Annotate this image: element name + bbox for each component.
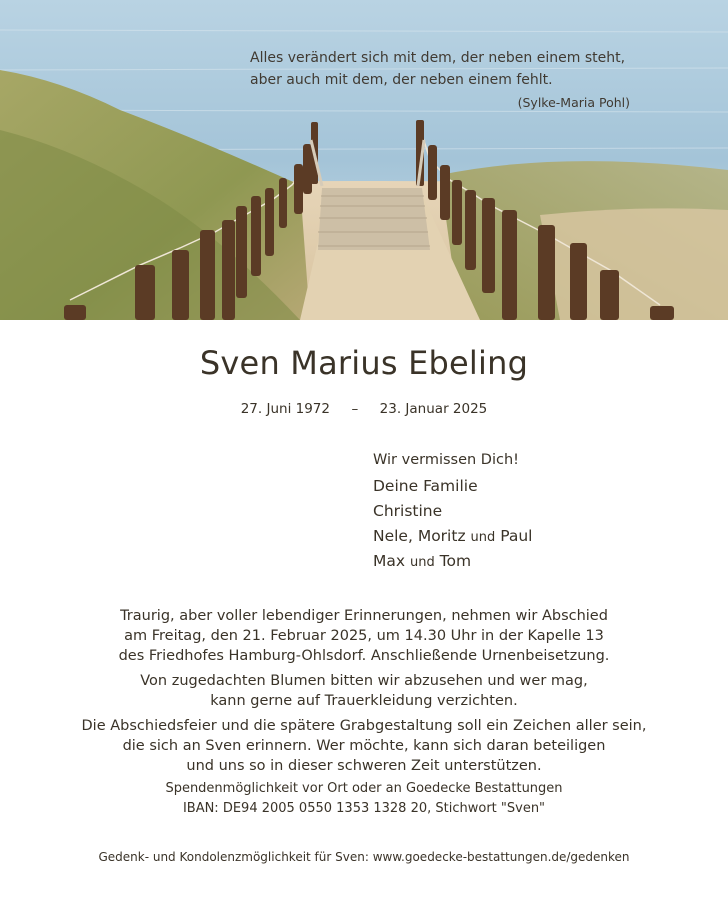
family-line-2: Christine [373, 502, 443, 520]
flowers-paragraph [40, 671, 688, 711]
family-names-a: Nele, Moritz [373, 527, 466, 545]
quote-author: (Sylke-Maria Pohl) [517, 95, 630, 110]
quote [250, 47, 670, 91]
farewell-line-1: Traurig, aber voller lebendiger Erinnerungen, nehmen wir Abschied [120, 608, 608, 624]
deceased-name: Sven Marius Ebeling [199, 344, 529, 382]
farewell-line-2: am Freitag, den 21. Februar 2025, um 14.30 Uhr in der Kapelle 13 [124, 628, 604, 644]
life-dates [0, 401, 728, 417]
donation-paragraph [40, 779, 688, 819]
family-und-1: und [470, 530, 496, 545]
death-date: 23. Januar 2025 [379, 401, 488, 417]
donation-line-2: IBAN: DE94 2005 0550 1353 1328 20, Stichwort "Sven" [182, 801, 546, 816]
flowers-line-2: kann gerne auf Trauerkleidung verzichten. [210, 693, 518, 709]
family-line-3 [373, 524, 693, 549]
ceremony-line-1: Die Abschiedsfeier und die spätere Grabgestaltung soll ein Zeichen aller sein, [81, 718, 647, 734]
family-intro: Wir vermissen Dich! [373, 452, 519, 468]
ceremony-paragraph [40, 716, 688, 776]
birth-date: 27. Juni 1972 [240, 401, 330, 417]
quote-line-1: Alles verändert sich mit dem, der neben einem steht, [250, 50, 626, 66]
farewell-line-3: des Friedhofes Hamburg-Ohlsdorf. Anschließende Urnenbeisetzung. [118, 648, 610, 664]
flowers-line-1: Von zugedachten Blumen bitten wir abzusehen und wer mag, [140, 673, 588, 689]
quote-line-2: aber auch mit dem, der neben einem fehlt. [250, 72, 553, 88]
family-und-2: und [409, 555, 435, 570]
date-separator: – [351, 401, 359, 417]
family-names-d: Tom [439, 552, 472, 570]
family-line-4 [373, 549, 693, 574]
family-line-1: Deine Familie [373, 477, 478, 495]
donation-line-1: Spendenmöglichkeit vor Ort oder an Goedecke Bestattungen [165, 781, 563, 796]
family-block [373, 452, 693, 574]
family-names-c: Max [373, 552, 406, 570]
ceremony-line-2: die sich an Sven erinnern. Wer möchte, kann sich daran beteiligen [122, 738, 606, 754]
family-names-b: Paul [500, 527, 533, 545]
ceremony-line-3: und uns so in dieser schweren Zeit unterstützen. [186, 758, 542, 774]
farewell-paragraph [40, 606, 688, 666]
condolence-footer: Gedenk- und Kondolenzmöglichkeit für Sven: www.goedecke-bestattungen.de/gedenken [98, 850, 630, 864]
